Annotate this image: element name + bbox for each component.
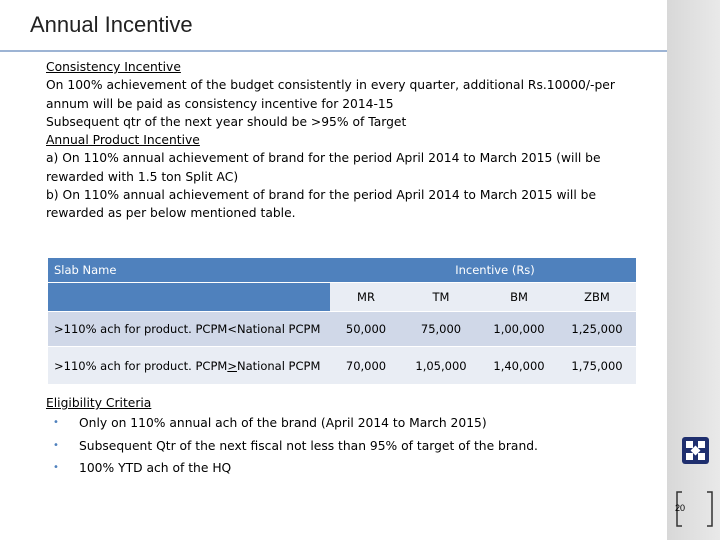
- bm-value-cell: 1,00,000: [480, 312, 558, 347]
- eligibility-heading: Eligibility Criteria: [46, 396, 152, 410]
- list-item-text: 100% YTD ach of the HQ: [79, 461, 232, 475]
- tm-value-cell: 1,05,000: [402, 347, 480, 385]
- slab-name-header: Slab Name: [48, 258, 330, 283]
- annual-product-heading: Annual Product Incentive: [46, 133, 200, 148]
- column-header-bm: BM: [480, 283, 558, 312]
- column-header-zbm: ZBM: [558, 283, 636, 312]
- bullet-icon: •: [53, 462, 59, 473]
- slide-title: Annual Incentive: [30, 12, 193, 37]
- slab-name-cell: [48, 347, 330, 385]
- slab-name-prefix: >110% ach for product. PCPM: [54, 358, 228, 373]
- incentive-table: [48, 258, 636, 384]
- table-header-row: [48, 258, 636, 283]
- bm-value-cell: 1,40,000: [480, 347, 558, 385]
- consistency-heading: Consistency Incentive: [46, 60, 181, 74]
- slab-name-cell: [48, 312, 330, 347]
- slab-name-suffix: National PCPM: [236, 358, 321, 373]
- column-header-mr: MR: [330, 283, 402, 312]
- slab-name-suffix: National PCPM: [236, 322, 321, 336]
- slab-operator: >: [227, 358, 237, 373]
- incentive-description: [46, 58, 656, 223]
- list-item: [46, 457, 656, 480]
- incentive-header: Incentive (Rs): [330, 258, 636, 283]
- table-row: [48, 347, 636, 385]
- list-item-text: Only on 110% annual ach of the brand (April 2014 to March 2015): [79, 416, 487, 430]
- slab-operator: <: [227, 322, 237, 336]
- mr-value-cell: 50,000: [330, 312, 402, 347]
- mr-value-cell: 70,000: [330, 347, 402, 385]
- annual-product-item-a: a) On 110% annual achievement of brand for the period April 2014 to March 2015 (will be rewarded with 1.5 ton Split AC): [46, 151, 601, 184]
- bullet-icon: •: [53, 417, 59, 428]
- page-number: 20: [674, 503, 685, 513]
- slab-header-spacer: [48, 283, 330, 312]
- title-divider: [0, 50, 667, 52]
- eligibility-section: [46, 394, 656, 480]
- list-item: [46, 412, 656, 435]
- consistency-line-2: Subsequent qtr of the next year should be >95% of Target: [46, 114, 407, 129]
- tm-value-cell: 75,000: [402, 312, 480, 347]
- slab-name-prefix: >110% ach for product. PCPM: [54, 322, 228, 336]
- annual-product-item-b: b) On 110% annual achievement of brand for the period April 2014 to March 2015 will be rewarded as per below mentioned table.: [46, 188, 597, 221]
- table-row: [48, 312, 636, 347]
- column-header-tm: TM: [402, 283, 480, 312]
- list-item-text: Subsequent Qtr of the next fiscal not less than 95% of target of the brand.: [79, 438, 538, 453]
- table-subheader-row: [48, 283, 636, 312]
- zbm-value-cell: 1,25,000: [558, 312, 636, 347]
- consistency-line-1: On 100% achievement of the budget consistently in every quarter, additional Rs.10000/-per annum will be paid as consistency incentive for 2014-15: [46, 78, 615, 111]
- zbm-value-cell: 1,75,000: [558, 347, 636, 385]
- list-item: [46, 435, 656, 458]
- eligibility-list: [46, 412, 656, 480]
- bullet-icon: •: [53, 439, 59, 451]
- company-logo-icon: [682, 437, 709, 464]
